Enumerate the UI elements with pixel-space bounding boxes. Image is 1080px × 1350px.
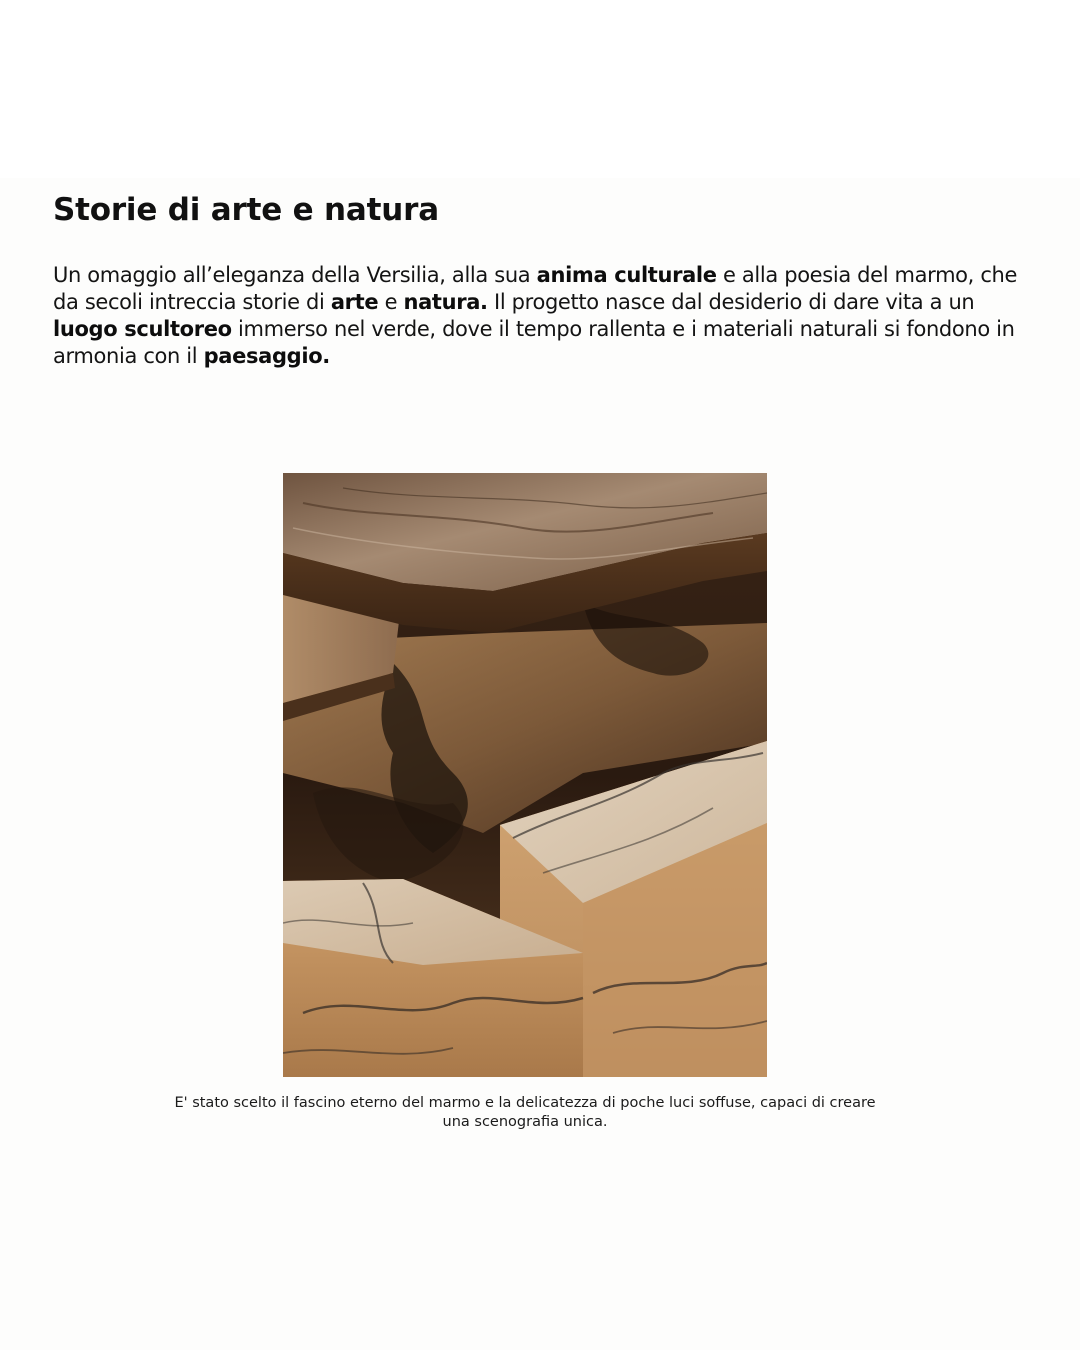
intro-text: Il progetto nasce dal desiderio di dare vita a un xyxy=(487,290,975,314)
image-caption: E' stato scelto il fascino eterno del marmo e la delicatezza di poche luci soffuse, capaci di creare una scenografia unica. xyxy=(174,1095,876,1130)
intro-emphasis: paesaggio. xyxy=(203,344,330,368)
intro-text: Un omaggio all’eleganza della Versilia, alla sua xyxy=(53,263,537,287)
intro-emphasis: arte xyxy=(330,290,379,314)
article-title: Storie di arte e natura xyxy=(53,192,439,228)
intro-emphasis: luogo scultoreo xyxy=(53,317,232,341)
intro-text: e alla poesia del marmo, che da secoli intreccia storie di xyxy=(53,263,1018,314)
intro-text: e xyxy=(378,290,404,314)
intro-emphasis: anima culturale xyxy=(536,263,717,287)
intro-emphasis: natura. xyxy=(403,290,488,314)
intro-text: immerso nel verde, dove il tempo rallenta e i materiali naturali si fondono in armonia con il xyxy=(53,317,1015,368)
marble-blocks-photo xyxy=(283,473,767,1077)
intro-paragraph xyxy=(53,262,1028,370)
